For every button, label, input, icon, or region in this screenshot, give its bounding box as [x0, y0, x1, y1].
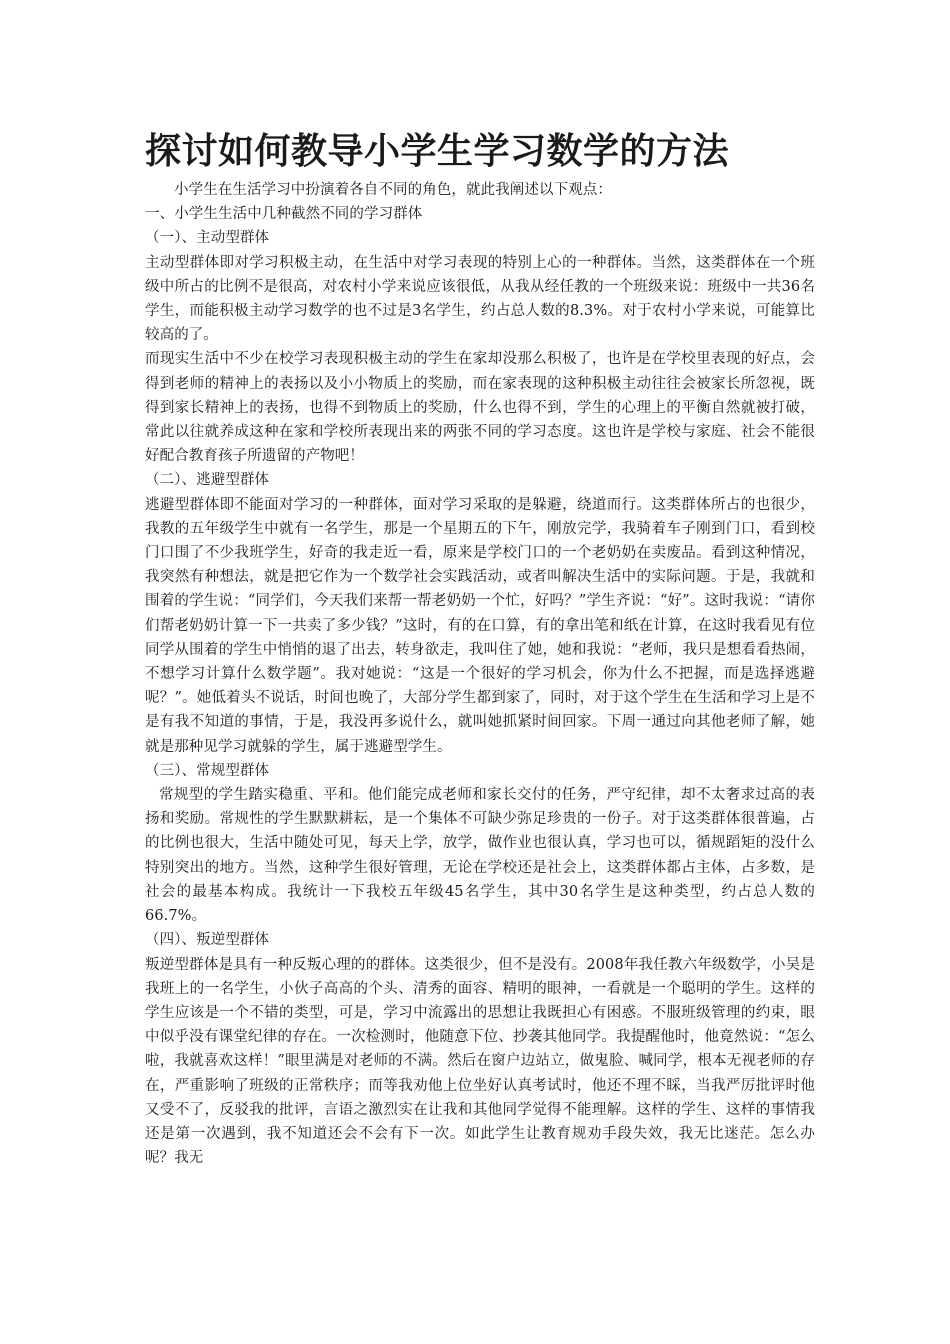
body-paragraph: 而现实生活中不少在校学习表现积极主动的学生在家却没那么积极了，也许是在学校里表现的好点，会得到老师的精神上的表扬以及小小物质上的奖励，而在家表现的这种积极主动往往会被家长所忽视，既得到家长精神上的表扬，也得不到物质上的奖励，什么也得不到，学生的心理上的平衡自然就被打破，常此以往就养成这种在家和学校所表现出来的两张不同的学习态度。这也许是学校与家庭、社会不能很好配合教育孩子所遗留的产物吧！ [145, 351, 815, 465]
body-paragraph: 逃避型群体即不能面对学习的一种群体，面对学习采取的是躲避，绕道而行。这类群体所占的也很少，我教的五年级学生中就有一名学生，那是一个星期五的下午，刚放完学，我骑着车子刚到门口，看到校门口围了不少我班学生，好奇的我走近一看，原来是学校门口的一个老奶奶在卖废品。看到这种情况，我突然有种想法，就是把它作为一个数学社会实践活动，或者叫解决生活中的实际问题。于是，我就和围着的学生说：“同学们，今天我们来帮一帮老奶奶一个忙，好吗？”学生齐说：“好”。这时我说：“请你们帮老奶奶计算一下一共卖了多少钱？”这时，有的在口算，有的拿出笔和纸在计算，在这时我看见有位同学从围着的学生中悄悄的退了出去，转身欲走，我叫住了她，她和我说：“老师，我只是想看看热闹，不想学习计算什么数学题”。我对她说：“这是一个很好的学习机会，你为什么不把握，而是选择逃避呢？”。她低着头不说话，时间也晚了，大部分学生都到家了，同时，对于这个学生在生活和学习上是不是有我不知道的事情，于是，我没再多说什么，就叫她抓紧时间回家。下周一通过向其他老师了解，她就是那种见学习就躲的学生，属于逃避型学生。 [145, 496, 815, 755]
subsection-heading: （二）、逃避型群体 [145, 472, 270, 489]
subsection-heading: （一）、主动型群体 [145, 230, 270, 247]
body-paragraph: 叛逆型群体是具有一种反叛心理的的群体。这类很少，但不是没有。2008年我任教六年级数学，小吴是我班上的一名学生，小伙子高高的个头、清秀的面容、精明的眼神，一看就是一个聪明的学生。这样的学生应该是一个不错的类型，可是，学习中流露出的思想让我既担心有困惑。不服班级管理的约束，眼中似乎没有课堂纪律的存在。一次检测时，他随意下位、抄袭其他同学。我提醒他时，他竟然说：“怎么啦，我就喜欢这样！”眼里满是对老师的不满。然后在窗户边站立，做鬼脸、喊同学，根本无视老师的存在，严重影响了班级的正常秩序；而等我劝他上位坐好认真考试时，他还不理不睬，当我严厉批评时他又受不了，反驳我的批评，言语之激烈实在让我和其他同学觉得不能理解。这样的学生、这样的事情我还是第一次遇到，我不知道还会不会有下一次。如此学生让教育规劝手段失效，我无比迷茫。怎么办呢？我无 [145, 956, 815, 1167]
intro-paragraph: 小学生在生活学习中扮演着各自不同的角色，就此我阐述以下观点： [174, 182, 612, 198]
subsection-heading: （三）、常规型群体 [145, 762, 270, 779]
section-heading: 一、小学生生活中几种截然不同的学习群体 [145, 206, 423, 223]
subsection-heading: （四）、叛逆型群体 [145, 932, 270, 949]
body-paragraph: 主动型群体即对学习积极主动，在生活中对学习表现的特别上心的一种群体。当然，这类群体在一个班级中所占的比例不是很高，对农村小学来说应该很低，从我从经任教的一个班级来说：班级中一共36名学生，而能积极主动学习数学的也不过是3名学生，约占总人数的8.3%。对于农村小学来说，可能算比较高的了。 [145, 254, 815, 344]
document-title: 探讨如何教导小学生学习数学的方法 [145, 131, 730, 172]
body-paragraph: 常规型的学生踏实稳重、平和。他们能完成老师和家长交付的任务，严守纪律，却不太奢求过高的表扬和奖励。常规性的学生默默耕耘，是一个集体不可缺少弥足珍贵的一份子。对于这类群体很普遍，占的比例也很大，生活中随处可见，每天上学，放学，做作业也很认真，学习也可以，循规蹈矩的没什么特别突出的地方。当然，这种学生很好管理，无论在学校还是社会上，这类群体都占主体，占多数，是社会的最基本构成。我统计一下我校五年级45名学生，其中30名学生是这种类型，约占总人数的66.7%。 [145, 787, 815, 925]
document-body [145, 128, 815, 1170]
